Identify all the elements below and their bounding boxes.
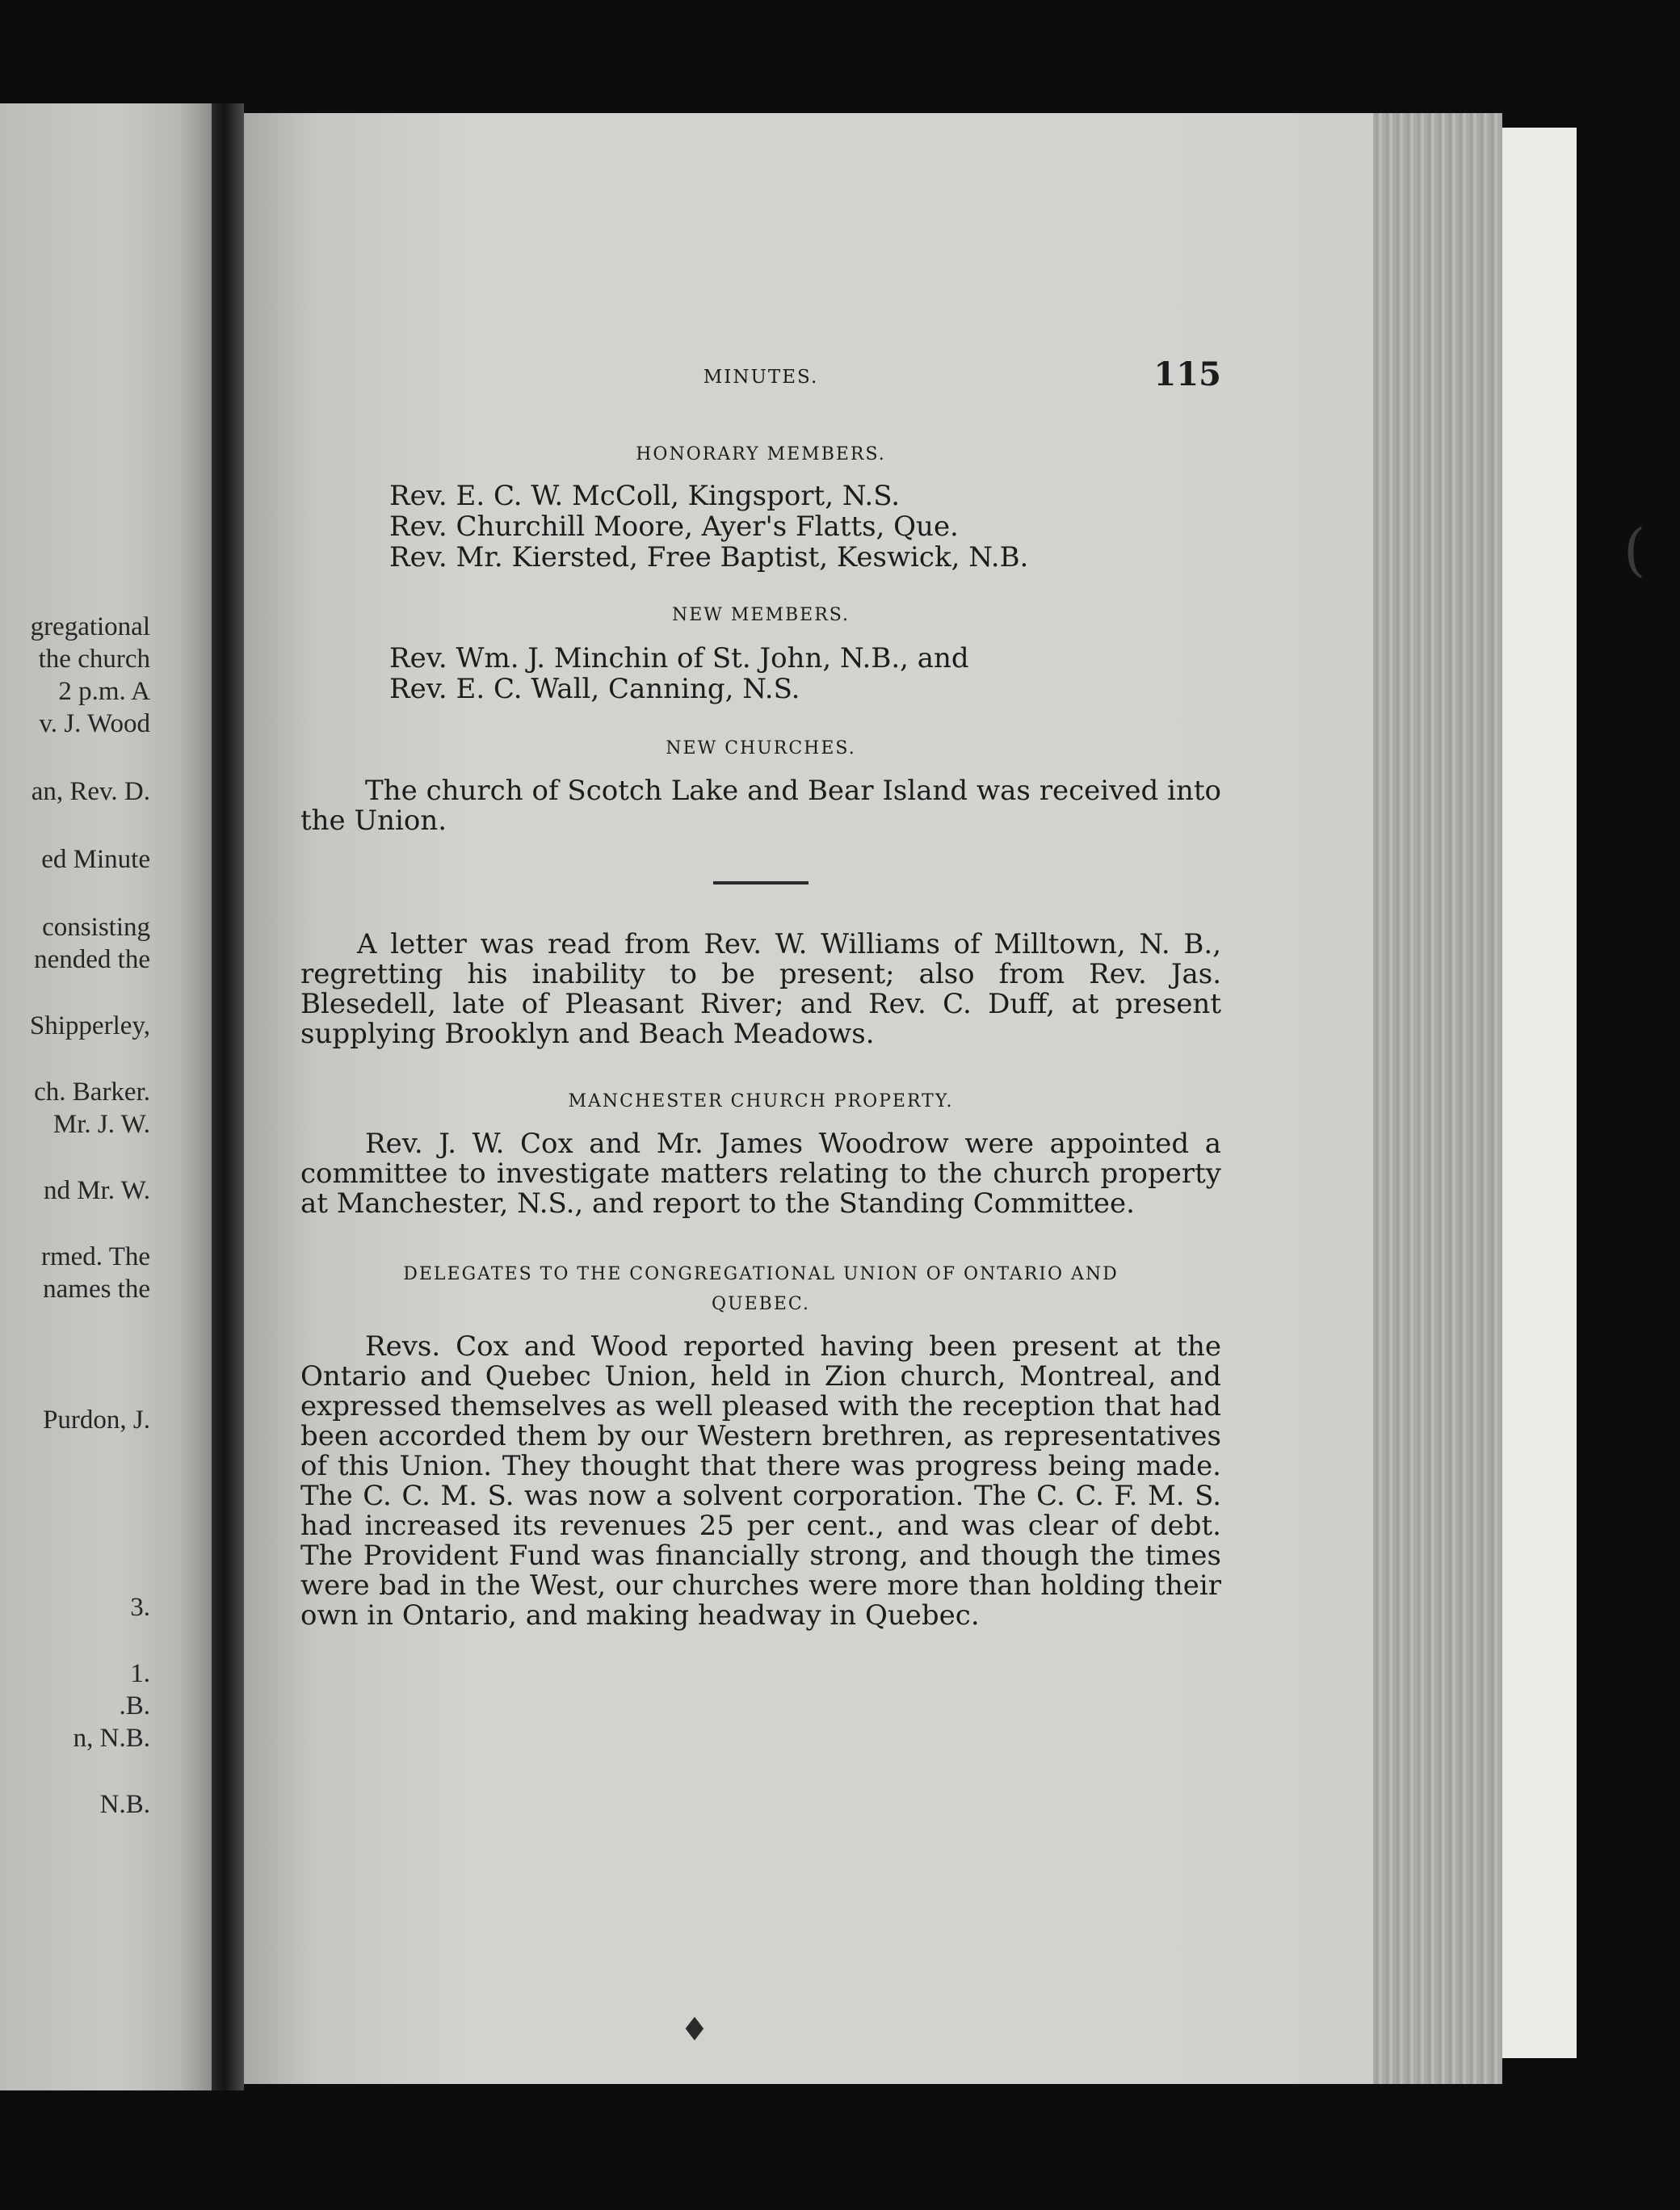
left-page-fragment: 2 p.m. A bbox=[58, 677, 150, 706]
left-page-fragment: nd Mr. W. bbox=[43, 1176, 150, 1205]
left-page-fragment: v. J. Wood bbox=[39, 709, 150, 738]
scan-speck: ♦ bbox=[680, 2011, 709, 2048]
running-head bbox=[300, 355, 1221, 404]
left-page-fragment: gregational bbox=[30, 612, 150, 641]
left-page-fragment: rmed. The bbox=[40, 1242, 150, 1271]
member-entry: Rev. E. C. W. McColl, Kingsport, N.S. bbox=[389, 480, 901, 512]
left-page-fragment: ch. Barker. bbox=[34, 1078, 150, 1107]
new-members-list bbox=[300, 643, 1221, 704]
member-entry: Rev. Churchill Moore, Ayer's Flatts, Que. bbox=[389, 510, 959, 543]
left-page-fragment: n, N.B. bbox=[73, 1724, 150, 1753]
new-members-heading: NEW MEMBERS. bbox=[671, 605, 850, 625]
page-edges bbox=[1373, 113, 1502, 2084]
honorary-members-list bbox=[300, 481, 1221, 573]
manchester-heading: MANCHESTER CHURCH PROPERTY. bbox=[568, 1091, 954, 1111]
page-number: 115 bbox=[1153, 355, 1221, 393]
left-page-fragment: 1. bbox=[130, 1659, 150, 1688]
left-page-fragment: Shipperley, bbox=[29, 1011, 150, 1040]
left-page-fragment: the church bbox=[38, 645, 150, 674]
new-churches-paragraph: The church of Scotch Lake and Bear Island was received into the Union. bbox=[300, 775, 1221, 837]
left-page-fragment: Purdon, J. bbox=[43, 1405, 150, 1435]
member-entry: Rev. E. C. Wall, Canning, N.S. bbox=[389, 673, 800, 705]
delegates-heading-line2: QUEBEC. bbox=[712, 1294, 810, 1314]
left-page-fragment: names the bbox=[43, 1275, 150, 1304]
book-cover-board bbox=[1502, 128, 1577, 2058]
previous-page bbox=[0, 103, 212, 2090]
left-page-fragment: nended the bbox=[34, 945, 150, 974]
book-gutter bbox=[212, 103, 244, 2090]
left-page-fragment: Mr. J. W. bbox=[52, 1110, 150, 1139]
scan-mark: ( bbox=[1623, 517, 1646, 583]
letter-paragraph: A letter was read from Rev. W. Williams of Milltown, N. B., regretting his inability to be present; also from Rev. Jas. Blesedell, late of Pleasant River; and Rev. C. Duff, at present supplying Brooklyn and Beach Meadows. bbox=[300, 928, 1221, 1050]
manchester-paragraph: Rev. J. W. Cox and Mr. James Woodrow were appointed a committee to investigate matters relating to the church property at Manchester, N.S., and report to the Standing Committee. bbox=[300, 1128, 1221, 1220]
running-title: MINUTES. bbox=[703, 367, 819, 388]
member-entry: Rev. Mr. Kiersted, Free Baptist, Keswick, N.B. bbox=[389, 541, 1029, 574]
left-page-fragment: ed Minute bbox=[41, 845, 150, 874]
left-page-fragment: .B. bbox=[119, 1691, 150, 1721]
left-page-fragment: N.B. bbox=[99, 1790, 150, 1819]
new-churches-heading: NEW CHURCHES. bbox=[666, 738, 856, 758]
left-page-fragment: an, Rev. D. bbox=[31, 777, 150, 806]
member-entry: Rev. Wm. J. Minchin of St. John, N.B., and bbox=[389, 642, 969, 674]
honorary-members-heading: HONORARY MEMBERS. bbox=[636, 444, 886, 464]
page-content bbox=[300, 355, 1221, 1631]
delegates-paragraph: Revs. Cox and Wood reported having been present at the Ontario and Quebec Union, held in Zion church, Montreal, and expressed themselves as well pleased with the reception that had been accorded them by our Western brethren, as representatives of this Union. They thought that there was progress being made. The C. C. M. S. was now a solvent corporation. The C. C. F. M. S. had increased its revenues 25 per cent., and was clear of debt. The Provident Fund was financially strong, and though the times were bad in the West, our churches were more than holding their own in Ontario, and making headway in Quebec. bbox=[300, 1330, 1221, 1632]
left-page-fragment: 3. bbox=[130, 1593, 150, 1622]
delegates-heading-line1: DELEGATES TO THE CONGREGATIONAL UNION OF ONTARIO AND bbox=[403, 1264, 1119, 1284]
delegates-heading bbox=[300, 1264, 1221, 1314]
left-page-fragment: consisting bbox=[42, 913, 150, 942]
